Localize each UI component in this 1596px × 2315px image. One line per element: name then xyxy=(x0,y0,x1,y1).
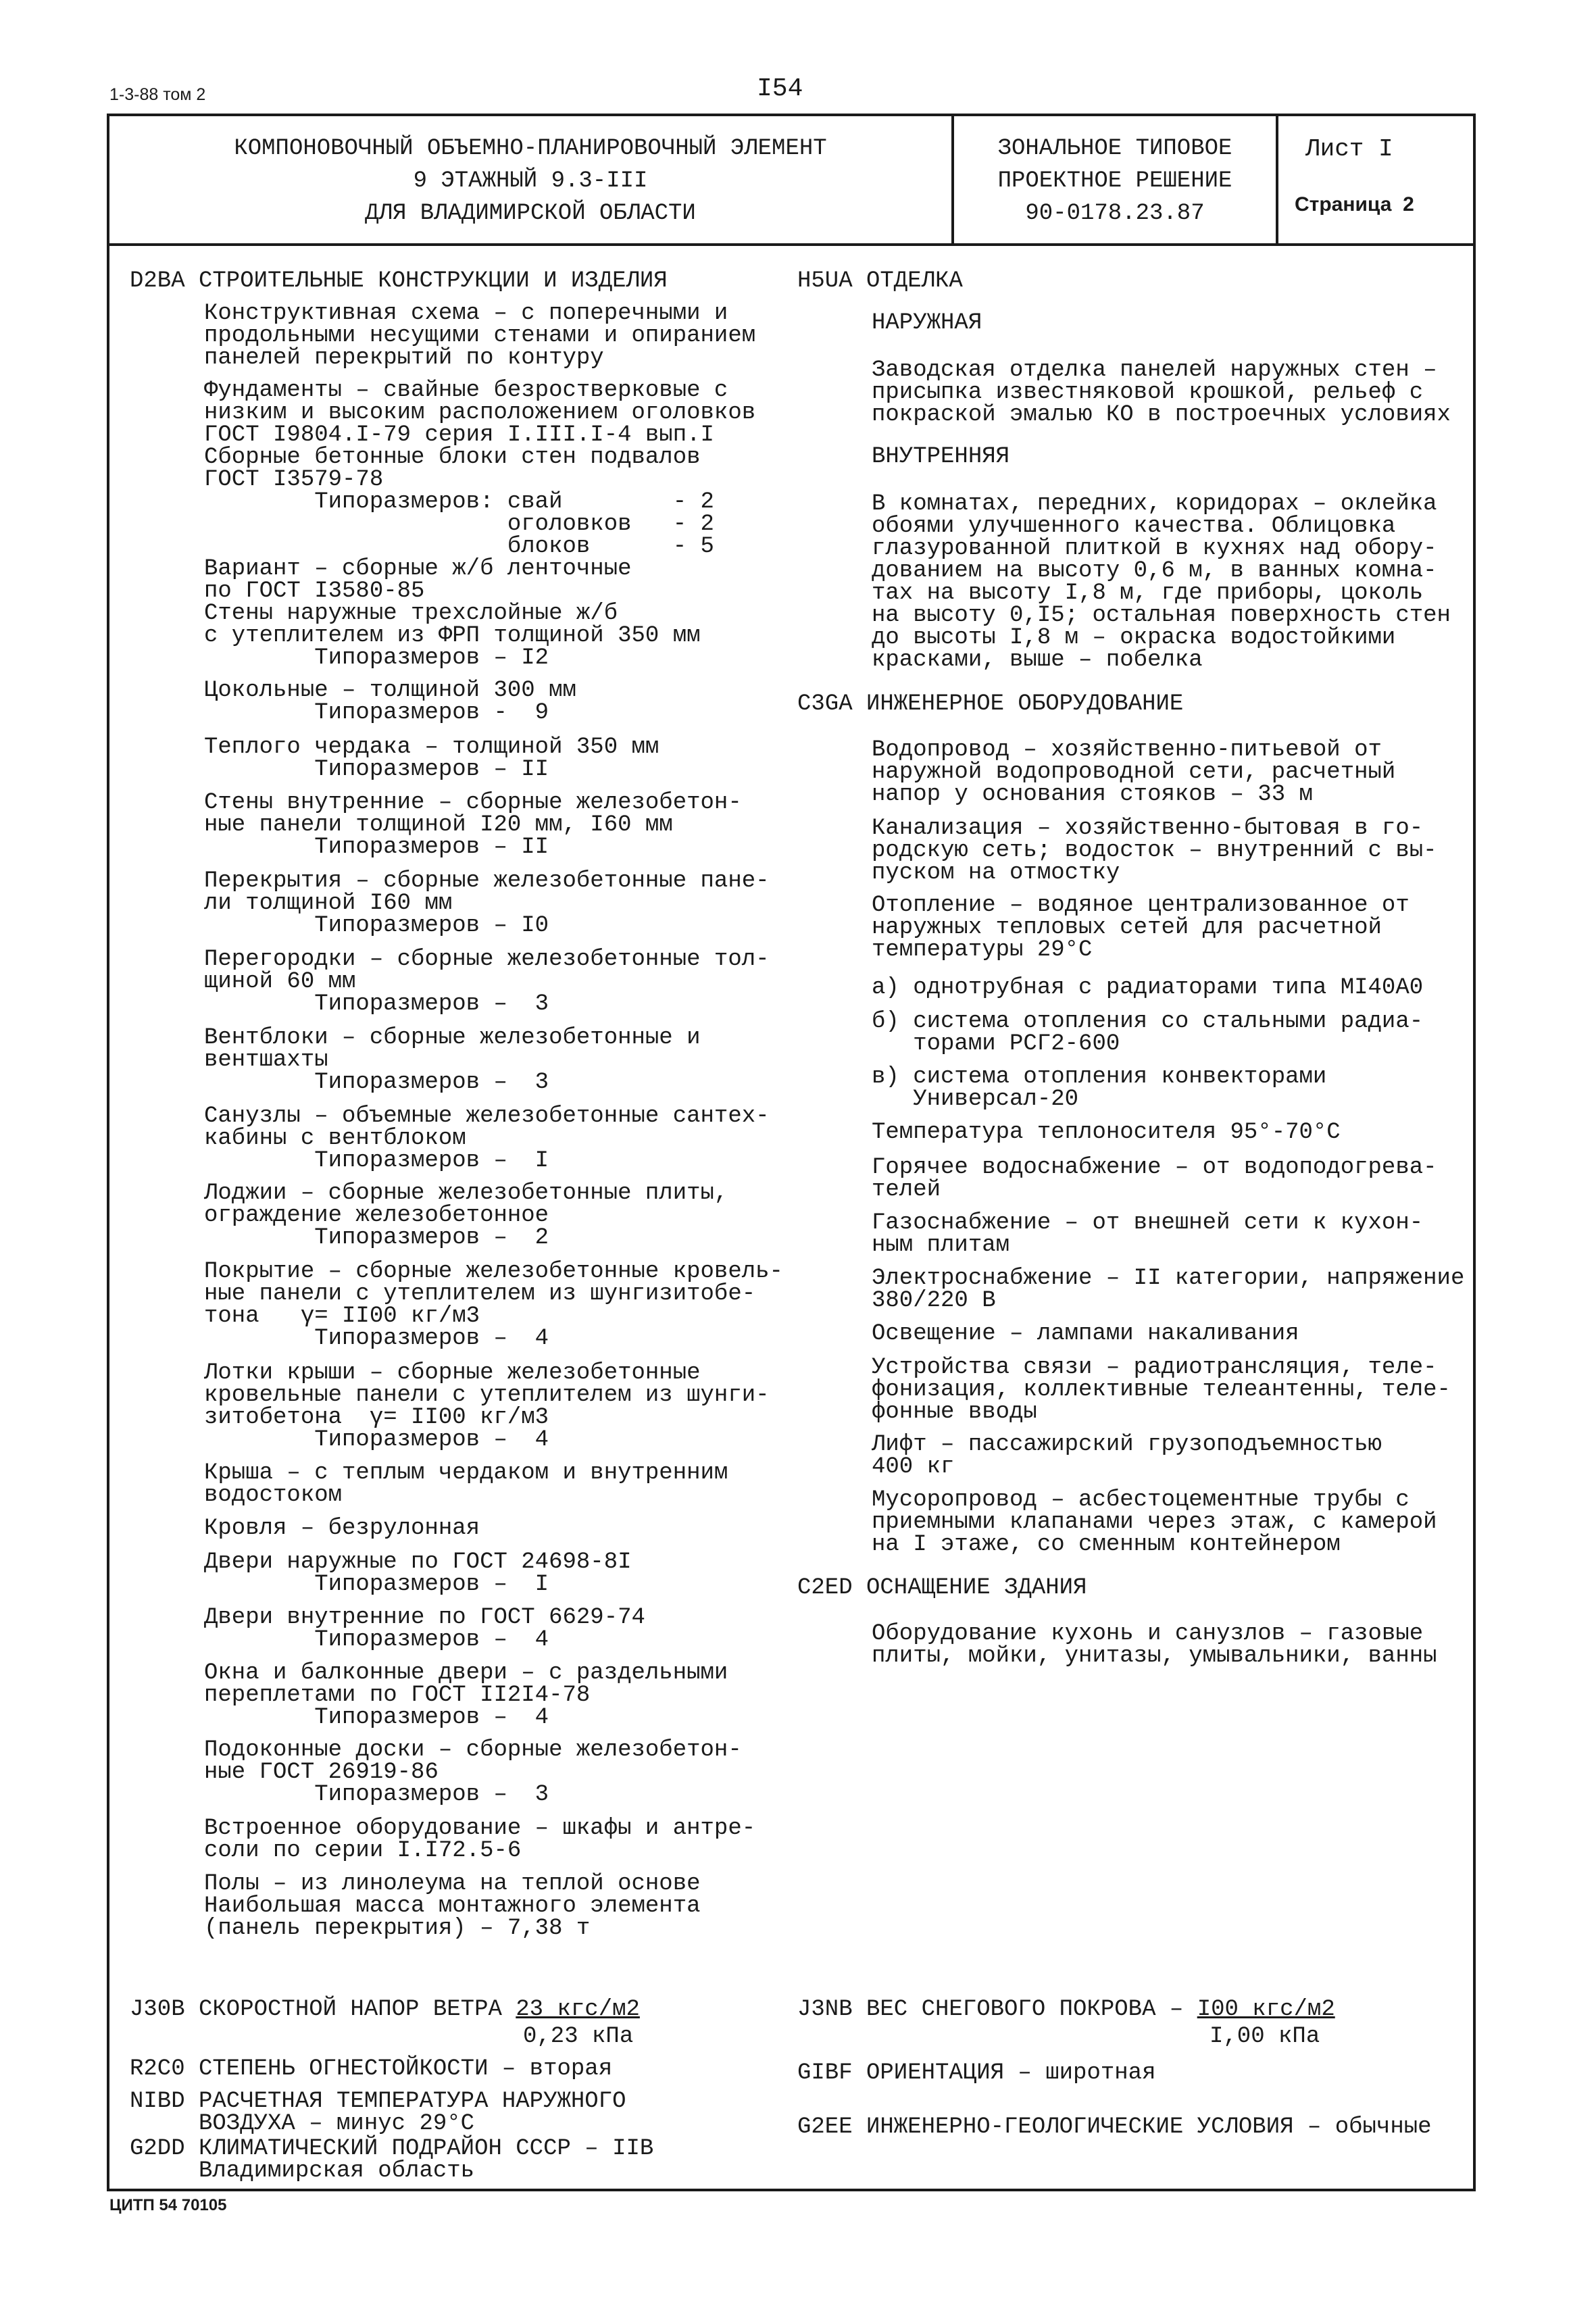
title-block-divider xyxy=(107,243,1476,246)
right-paragraph: а) однотрубная с радиаторами типа МI40А0 xyxy=(872,975,1424,1001)
footer-stamp: ЦИТП 54 70105 xyxy=(109,2196,227,2214)
wind-kpa: 0,23 кПа xyxy=(523,2024,634,2049)
left-paragraph: Крыша – с теплым чердаком и внутренним водостоком xyxy=(204,1460,728,1508)
climate-code: G2DD xyxy=(130,2136,185,2162)
temp-code: NIBD xyxy=(130,2089,185,2114)
orientation-text: ОРИЕНТАЦИЯ – широтная xyxy=(866,2060,1156,2086)
left-section-code: D2BA xyxy=(130,268,185,294)
right-paragraph: Устройства связи – радиотрансляция, теле- фонизация, коллективные телеантенны, теле- фонные вводы xyxy=(872,1355,1451,1425)
right-section-heading: ОСНАЩЕНИЕ ЗДАНИЯ xyxy=(866,1575,1087,1601)
page-label: Страница 2 xyxy=(1295,193,1414,216)
left-paragraph: Санузлы – объемные железобетонные сантех- кабины с вентблоком Типоразмеров – I xyxy=(204,1103,770,1174)
page-number: I54 xyxy=(757,74,803,103)
orientation-code: GIBF xyxy=(797,2060,853,2086)
right-paragraph: Заводская отделка панелей наружных стен – присыпка известняковой крошкой, рельеф с покраской эмалью КО в построечных условиях xyxy=(872,357,1451,428)
right-paragraph: б) система отопления со стальными радиа- торами РСГ2-600 xyxy=(872,1009,1424,1057)
geology-code: G2EE xyxy=(797,2114,853,2140)
right-paragraph: Лифт – пассажирский грузоподъемностью 400 кг xyxy=(872,1432,1382,1480)
snow-value: I00 кгс/м2 xyxy=(1197,1997,1335,2022)
right-paragraph: Освещение – лампами накаливания xyxy=(872,1321,1299,1347)
wind-line xyxy=(199,1999,640,2021)
sheet-label: Лист I xyxy=(1305,135,1393,163)
right-paragraph: Оборудование кухонь и санузлов – газовые плиты, мойки, унитазы, умывальники, ванны xyxy=(872,1621,1437,1669)
right-section-heading: ИНЖЕНЕРНОЕ ОБОРУДОВАНИЕ xyxy=(866,691,1184,717)
right-paragraph: Мусоропровод – асбестоцементные трубы с приемными клапанами через этаж, с камерой на I этаже, со сменным контейнером xyxy=(872,1487,1437,1558)
left-paragraph: Перегородки – сборные железобетонные тол- щиной 60 мм Типоразмеров – 3 xyxy=(204,947,770,1017)
temp-text: РАСЧЕТНАЯ ТЕМПЕРАТУРА НАРУЖНОГО ВОЗДУХА – минус 29°С xyxy=(199,2089,626,2137)
solution-line-3: 90-0178.23.87 xyxy=(1025,201,1205,226)
title-solution xyxy=(954,132,1276,230)
right-paragraph: в) система отопления конвекторами Универсал-20 xyxy=(872,1064,1327,1112)
left-paragraph: Подоконные доски – сборные железобетон- ные ГОСТ 26919-86 Типоразмеров – 3 xyxy=(204,1737,742,1808)
left-paragraph: Двери внутренние по ГОСТ 6629-74 Типоразмеров – 4 xyxy=(204,1605,645,1653)
left-paragraph: Фундаменты – свайные безростверковые с низким и высоким расположением оголовков ГОСТ I9804.I-79 серия I.III.I-4 вып.I Сборные бетонные блоки стен подвалов ГОСТ I3579-78 Типоразмеров: свай - 2 оголовков - 2 блоков - 5 Вариант – сборные ж/б ленточные по ГОСТ I3580-85 Стены наружные трехслойные ж/б с утеплителем из ФРП толщиной 350 мм Типоразмеров – I2 xyxy=(204,378,756,671)
right-paragraph: Отопление – водяное централизованное от наружных тепловых сетей для расчетной температуры 29°С xyxy=(872,893,1410,963)
wind-code: J30B xyxy=(130,1997,185,2022)
left-paragraph: Цокольные – толщиной 300 мм Типоразмеров - 9 xyxy=(204,678,576,726)
snow-label: ВЕС СНЕГОВОГО ПОКРОВА – xyxy=(866,1997,1197,2022)
right-paragraph: НАРУЖНАЯ xyxy=(872,310,982,336)
title-line-2: 9 ЭТАЖНЫЙ 9.3-III xyxy=(413,168,648,194)
left-paragraph: Встроенное оборудование – шкафы и антре- соли по серии I.I72.5-6 xyxy=(204,1816,756,1864)
title-line-1: КОМПОНОВОЧНЫЙ ОБЪЕМНО-ПЛАНИРОВОЧНЫЙ ЭЛЕМЕНТ xyxy=(234,136,827,161)
left-paragraph: Перекрытия – сборные железобетонные пане- ли толщиной I60 мм Типоразмеров – I0 xyxy=(204,868,770,939)
climate-text: КЛИМАТИЧЕСКИЙ ПОДРАЙОН СССР – IIВ Владимирская область xyxy=(199,2136,654,2184)
left-paragraph: Вентблоки – сборные железобетонные и вентшахты Типоразмеров – 3 xyxy=(204,1025,701,1095)
right-paragraph: В комнатах, передних, коридорах – оклейка обоями улучшенного качества. Облицовка глазурованной плиткой в кухнях над обору- дованием на высоту 0,6 м, в ванных комна- тах на высоту I,8 м, где приборы, цоколь на высоту 0,I5; остальная поверхность стен до высоты I,8 м – окраска водостойкими красками, выше – побелка xyxy=(872,491,1451,673)
right-paragraph: Водопровод – хозяйственно-питьевой от наружной водопроводной сети, расчетный напор у основания стояков – 33 м xyxy=(872,737,1396,807)
right-paragraph: Газоснабжение – от внешней сети к кухон- ным плитам xyxy=(872,1210,1424,1258)
snow-kpa: I,00 кПа xyxy=(1210,2024,1320,2049)
title-main xyxy=(109,132,951,230)
left-paragraph: Лоджии – сборные железобетонные плиты, ограждение железобетонное Типоразмеров – 2 xyxy=(204,1180,728,1251)
right-paragraph: Электроснабжение – II категории, напряжение 380/220 В xyxy=(872,1266,1465,1314)
series-label: 1-3-88 том 2 xyxy=(109,85,206,104)
right-section-code: C2ED xyxy=(797,1575,853,1601)
snow-line xyxy=(866,1999,1335,2021)
right-section-code: H5UA xyxy=(797,268,853,294)
left-paragraph: Кровля – безрулонная xyxy=(204,1516,480,1541)
left-paragraph: Полы – из линолеума на теплой основе Наибольшая масса монтажного элемента (панель перекрытия) – 7,38 т xyxy=(204,1871,701,1941)
title-line-3: ДЛЯ ВЛАДИМИРСКОЙ ОБЛАСТИ xyxy=(365,201,696,226)
left-paragraph: Лотки крыши – сборные железобетонные кровельные панели с утеплителем из шунги- зитобетона γ= II00 кг/м3 Типоразмеров – 4 xyxy=(204,1360,770,1453)
right-paragraph: Канализация – хозяйственно-бытовая в го- родскую сеть; водосток – внутренний с вы- пуском на отмостку xyxy=(872,816,1437,886)
right-paragraph: ВНУТРЕННЯЯ xyxy=(872,444,1010,470)
left-paragraph: Окна и балконные двери – с раздельными переплетами по ГОСТ II2I4-78 Типоразмеров – 4 xyxy=(204,1660,728,1731)
right-paragraph: Температура теплоносителя 95°-70°С xyxy=(872,1120,1341,1145)
solution-line-1: ЗОНАЛЬНОЕ ТИПОВОЕ xyxy=(997,136,1232,161)
right-paragraph: Горячее водоснабжение – от водоподогрева- телей xyxy=(872,1155,1437,1203)
snow-code: J3NB xyxy=(797,1997,853,2022)
fire-text: СТЕПЕНЬ ОГНЕСТОЙКОСТИ – вторая xyxy=(199,2056,613,2082)
left-paragraph: Двери наружные по ГОСТ 24698-8I Типоразмеров – I xyxy=(204,1549,632,1597)
fire-code: R2C0 xyxy=(130,2056,185,2082)
right-section-code: C3GA xyxy=(797,691,853,717)
right-section-heading: ОТДЕЛКА xyxy=(866,268,963,294)
title-block-separator-2 xyxy=(1276,114,1278,245)
wind-label: СКОРОСТНОЙ НАПОР ВЕТРА xyxy=(199,1997,516,2022)
solution-line-2: ПРОЕКТНОЕ РЕШЕНИЕ xyxy=(997,168,1232,194)
left-section-heading: СТРОИТЕЛЬНЫЕ КОНСТРУКЦИИ И ИЗДЕЛИЯ xyxy=(199,268,668,294)
left-paragraph: Конструктивная схема – с поперечными и продольными несущими стенами и опиранием панелей перекрытий по контуру xyxy=(204,301,756,371)
wind-value: 23 кгс/м2 xyxy=(516,1997,640,2022)
left-paragraph: Стены внутренние – сборные железобетон- ные панели толщиной I20 мм, I60 мм Типоразмеров – II xyxy=(204,790,742,860)
geology-text: ИНЖЕНЕРНО-ГЕОЛОГИЧЕСКИЕ УСЛОВИЯ – обычные xyxy=(866,2114,1432,2140)
left-paragraph: Покрытие – сборные железобетонные кровель- ные панели с утеплителем из шунгизитобе- тона γ= II00 кг/м3 Типоразмеров – 4 xyxy=(204,1259,783,1351)
left-paragraph: Теплого чердака – толщиной 350 мм Типоразмеров – II xyxy=(204,735,659,782)
